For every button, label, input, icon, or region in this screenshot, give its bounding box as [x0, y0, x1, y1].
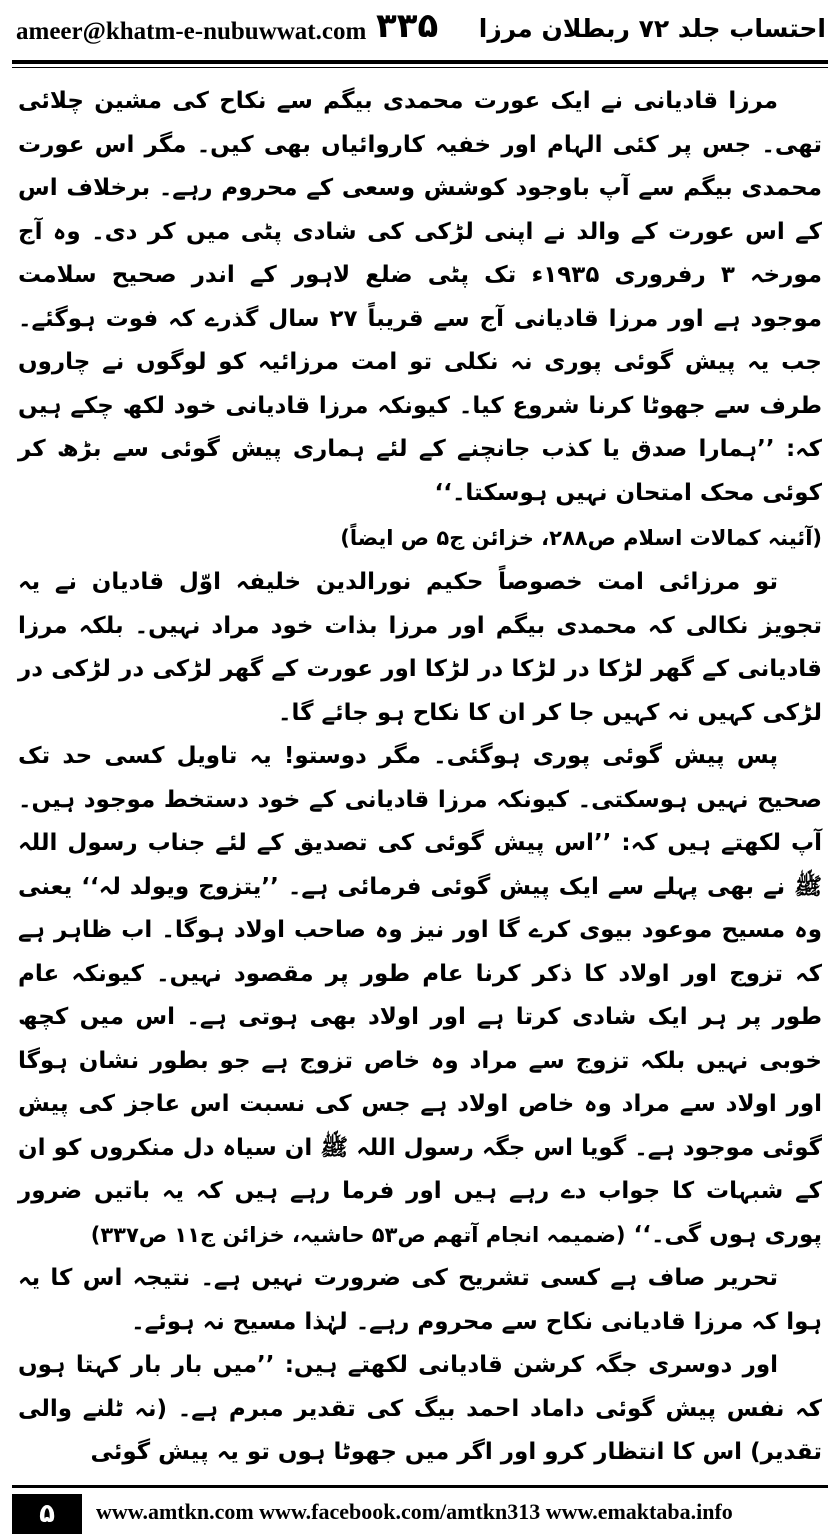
header-running-title: احتساب جلد ۷۲ ربطلان مرزا	[478, 14, 826, 43]
footer-page-badge: ۵	[12, 1494, 82, 1534]
footer-rule	[12, 1485, 828, 1488]
page-body	[18, 80, 822, 1475]
paragraph-text: پس پیش گوئی پوری ہوگئی۔ مگر دوستو! یہ تاویل کسی حد تک صحیح نہیں ہوسکتی۔ کیونکہ مرزا قادیانی کے خود دستخط موجود ہیں۔ آپ لکھتے ہیں کہ: ’’اس پیش گوئی کی تصدیق کے لئے جناب رسول اللہ ﷺ نے بھی پہلے سے ایک پیش گوئی فرمائی ہے۔ ’’یتزوج ویولد لہ‘‘ یعنی وہ مسیح موعود بیوی کرے گا اور نیز وہ صاحب اولاد ہوگا۔ اب ظاہر ہے کہ تزوج اور اولاد کا ذکر کرنا عام طور پر مقصود نہیں۔ کیونکہ عام طور پر ہر ایک شادی کرتا ہے اور اولاد بھی ہوتی ہے۔ اس میں کچھ خوبی نہیں بلکہ تزوج سے مراد وہ خاص تزوج ہے جو بطور نشان ہوگا اور اولاد سے مراد وہ خاص اولاد ہے جس کی نسبت اس عاجز کی پیش گوئی موجود ہے۔ گویا اس جگہ رسول اللہ ﷺ ان سیاہ دل منکروں کو ان کے شبہات کا جواب دے رہے ہیں اور فرما رہے ہیں کہ یہ باتیں ضرور پوری ہوں گی۔‘‘	[18, 743, 822, 1248]
page-header	[0, 0, 840, 62]
paragraph	[18, 735, 822, 1257]
header-rule-thick	[12, 60, 828, 64]
paragraph: تو مرزائی امت خصوصاً حکیم نورالدین خلیفہ اوّل قادیان نے یہ تجویز نکالی کہ محمدی بیگم اور مرزا بذات خود مراد نہیں۔ بلکہ مرزا قادیانی کے گھر لڑکا در لڑکا در لڑکا اور عورت کے گھر لڑکی در لڑکی در لڑکی کہیں نہ کہیں جا کر ان کا نکاح ہو جائے گا۔	[18, 569, 822, 726]
reference-citation: (آئینہ کمالات اسلام ص۲۸۸، خزائن ج۵ ص ایضاً)	[340, 526, 822, 550]
paragraph: تحریر صاف ہے کسی تشریح کی ضرورت نہیں ہے۔ نتیجہ اس کا یہ ہوا کہ مرزا قادیانی نکاح سے محروم رہے۔ لہٰذا مسیح نہ ہوئے۔	[18, 1265, 822, 1335]
header-rule-thin	[12, 67, 828, 68]
footer-urls: www.amtkn.com www.facebook.com/amtkn313 www.emaktaba.info	[96, 1499, 733, 1524]
header-page-number: ۳۳۵	[376, 6, 439, 46]
reference-citation: (ضمیمہ انجام آتھم ص۵۳ حاشیہ، خزائن ج۱۱ ص۳۳۷)	[90, 1222, 626, 1247]
paragraph: اور دوسری جگہ کرشن قادیانی لکھتے ہیں: ’’میں بار بار کہتا ہوں کہ نفس پیش گوئی داماد احمد بیگ کی تقدیر مبرم ہے۔ (نہ ٹلنے والی تقدیر) اس کا انتظار کرو اور اگر میں جھوٹا ہوں تو یہ پیش گوئی	[18, 1352, 822, 1465]
paragraph: مرزا قادیانی نے ایک عورت محمدی بیگم سے نکاح کی مشین چلائی تھی۔ جس پر کئی الہام اور خفیہ کاروائیاں بھی کیں۔ مگر اس عورت محمدی بیگم سے آپ باوجود کوشش وسعی کے محروم رہے۔ برخلاف اس کے اس عورت کے والد نے اپنی لڑکی کی شادی پٹی میں کر دی۔ وہ آج مورخہ ۳ رفروری ۱۹۳۵ء تک پٹی ضلع لاہور کے اندر صحیح سلامت موجود ہے اور مرزا قادیانی آج سے قریباً ۲۷ سال گذرے کہ فوت ہوگئے۔ جب یہ پیش گوئی پوری نہ نکلی تو امت مرزائیہ کو لوگوں نے چاروں طرف سے جھوٹا کرنا شروع کیا۔ کیونکہ مرزا قادیانی خود لکھ چکے ہیں کہ: ’’ہمارا صدق یا کذب جانچنے کے لئے ہماری پیش گوئی سے بڑھ کر کوئی محک امتحان نہیں ہوسکتا۔‘‘	[18, 88, 823, 506]
header-email: ameer@khatm-e-nubuwwat.com	[16, 18, 367, 45]
page-footer	[0, 1480, 840, 1540]
